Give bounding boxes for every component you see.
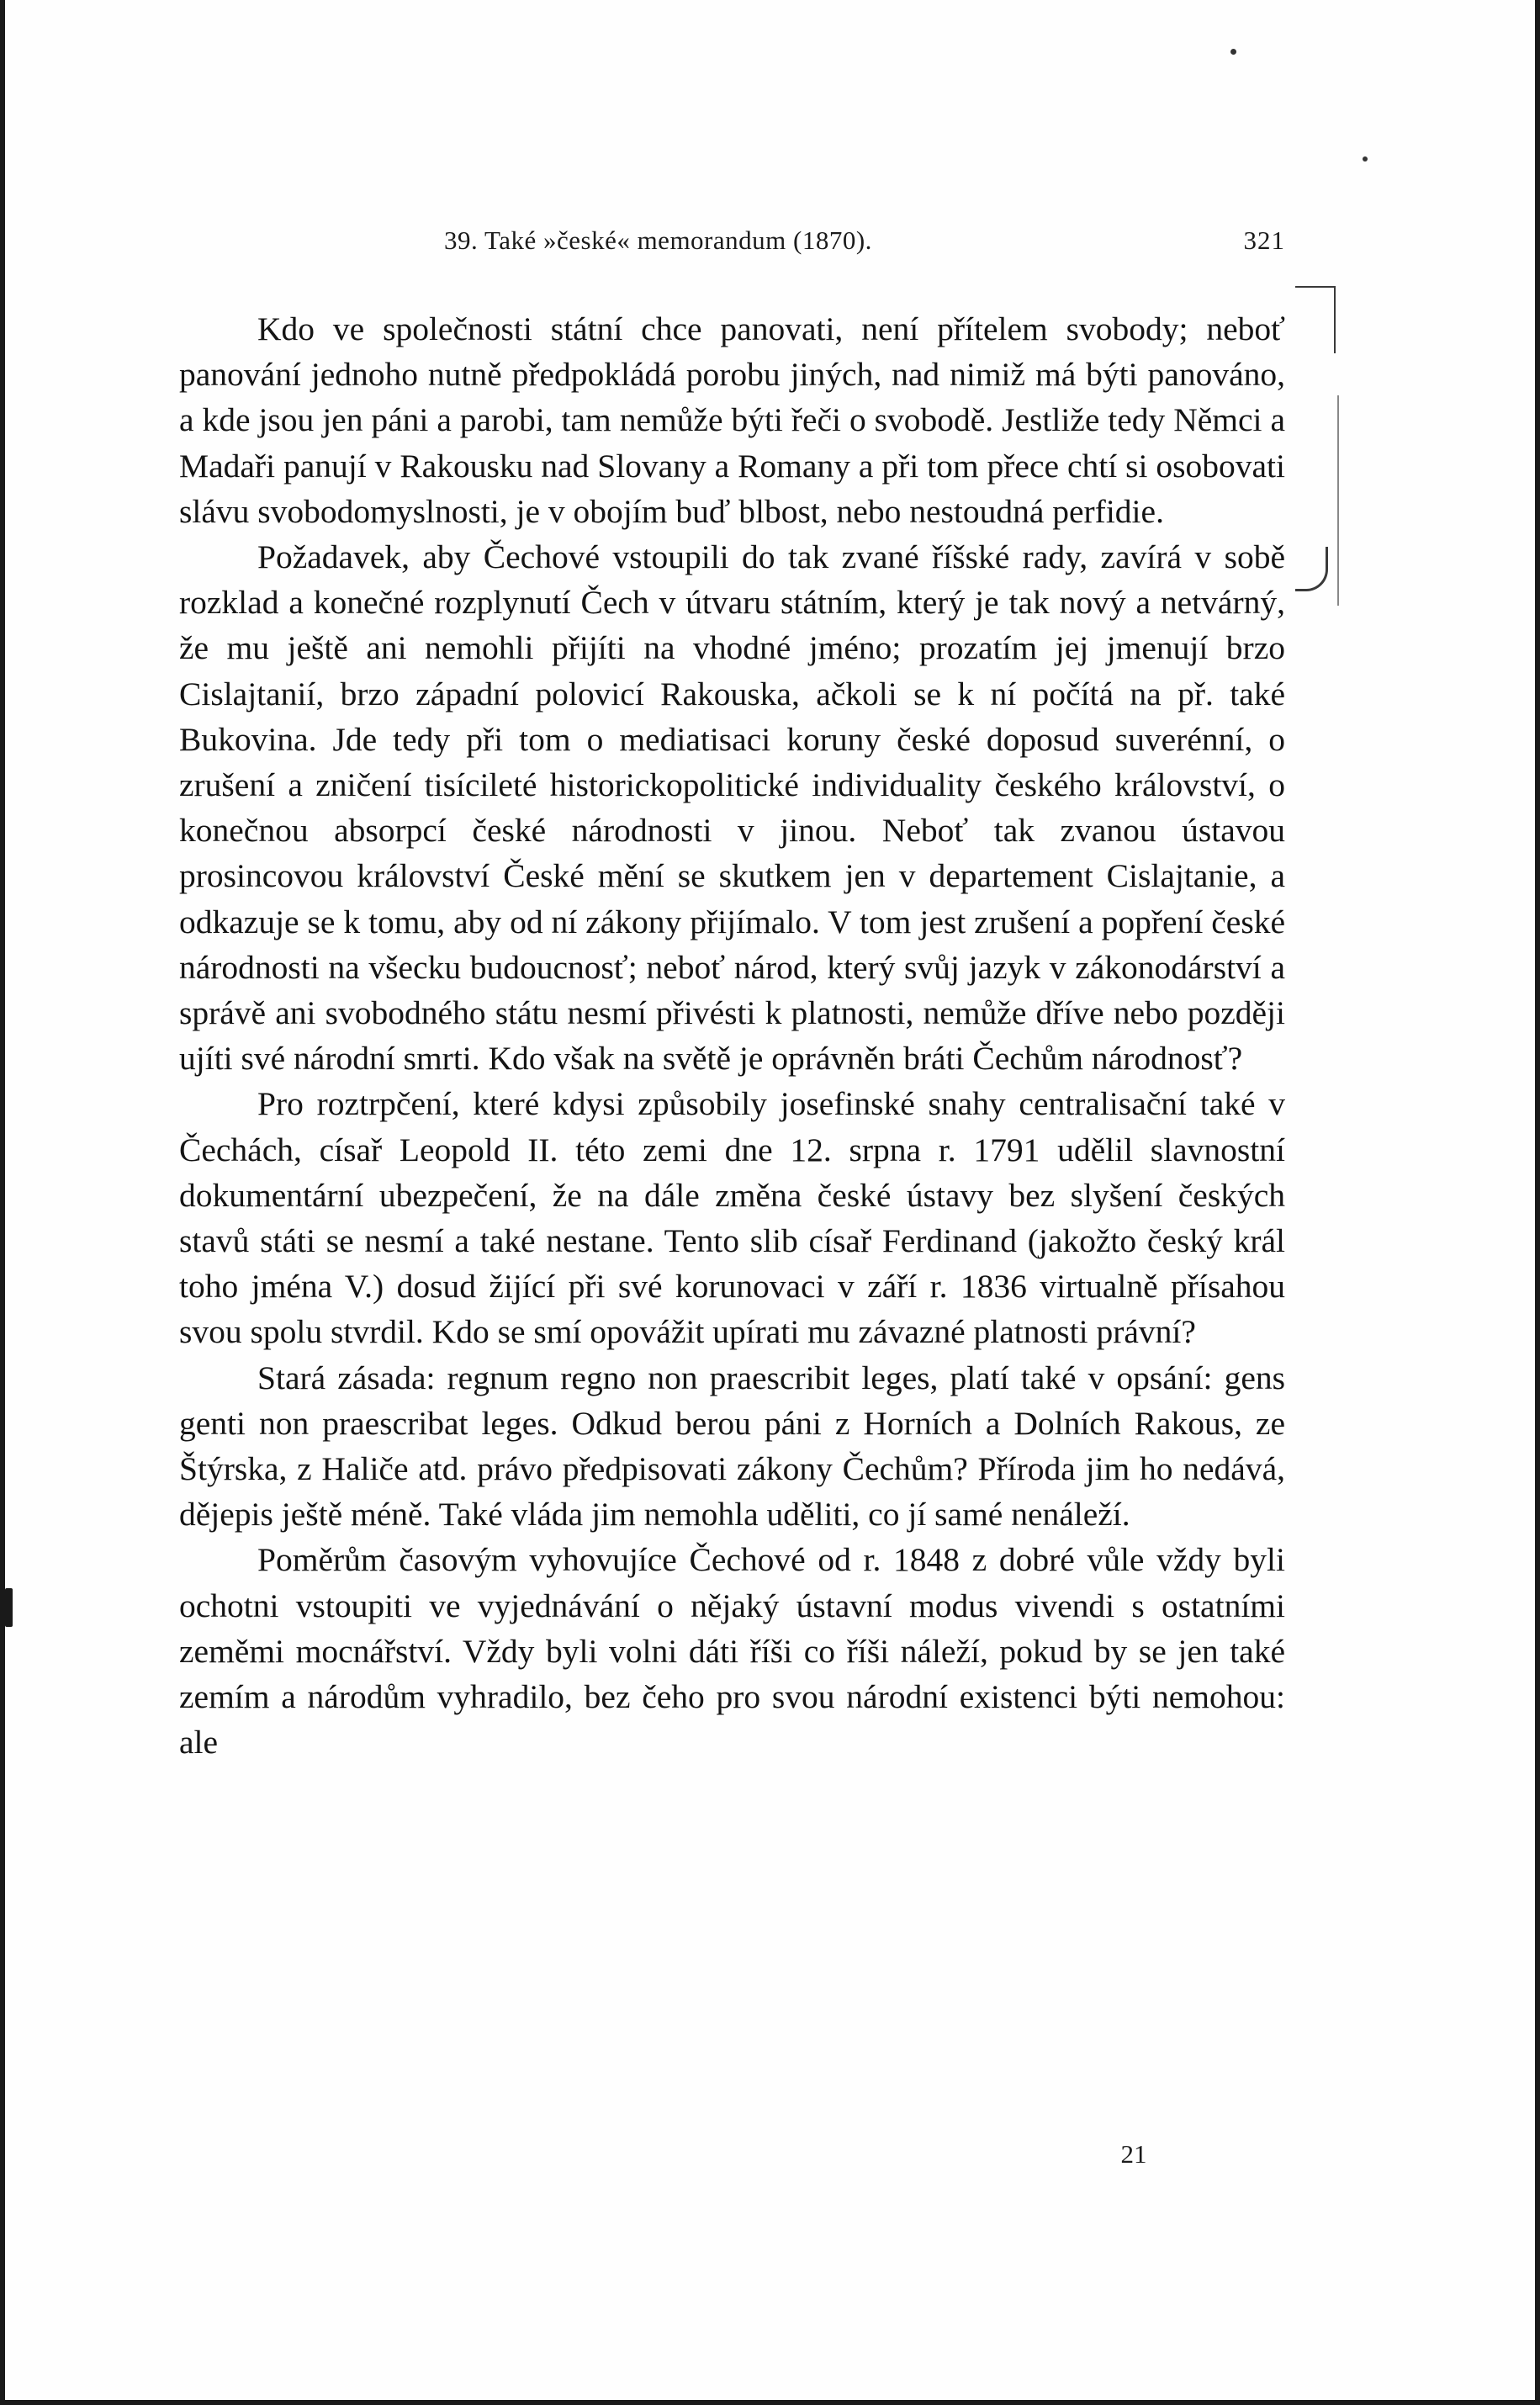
scan-edge-left [0,0,5,2405]
margin-bracket [1295,286,1334,288]
paragraph: Poměrům časovým vyhovujíce Čechové od r. 1848 z dobré vůle vždy byli ochotni vstoupiti ve vyjednávání o nějaký ústavní modus vivendi s ostatními zeměmi mocnářství. Vždy byli volni dáti říši co říši náleží, pokud by se jen také zemím a národům vyhradilo, bez čeho pro svou národní existenci býti nemohou: ale [179,1541,1285,1761]
scan-edge-right [1535,0,1540,2405]
paragraph: Požadavek, aby Čechové vstoupili do tak zvané říšské rady, zavírá v sobě rozklad a konečné rozplynutí Čech v útvaru státním, který je tak nový a netvárný, že mu ještě ani nemohli přijíti na vhodné jméno; prozatím jej jmenují brzo Cislajtanií, brzo západní polovicí Rakouska, ačkoli se k ní počítá na př. také Bukovina. Jde tedy při tom o mediatisaci koruny české doposud suverénní, o zrušení a zničení tisícileté historickopolitické individuality českého království, o konečnou absorpcí české národnosti v jinou. Neboť tak zvanou ústavou prosincovou království České mění se skutkem jen v departement Cislajtanie, a odkazuje se k tomu, aby od ní zákony přijímalo. V tom jest zrušení a popření české národnosti na všecku budoucnosť; neboť národ, který svůj jazyk v zákonodárství a správě ani svobodného státu nesmí přivésti k platnosti, nemůže dříve nebo později ujíti své národní smrti. Kdo však na světě je oprávněn bráti Čechům národnosť? [179,538,1285,1078]
scan-speck [1230,49,1236,55]
margin-bracket [1334,286,1336,353]
paragraph: Stará zásada: regnum regno non praescribit leges, platí také v opsání: gens genti non praescribat leges. Odkud berou páni z Horních a Dolních Rakous, ze Štýrska, z Haliče atd. právo předpisovati zákony Čechům? Příroda jim ho nedává, dějepis ještě méně. Také vláda jim nemohla uděliti, co jí samé nenáleží. [179,1359,1285,1534]
running-title: 39. Také »české« memorandum (1870). [444,225,872,255]
scan-speck [1363,156,1368,162]
binding-mark [5,1588,13,1627]
body-text [179,306,1285,1766]
paragraph: Pro roztrpčení, které kdysi způsobily josefinské snahy centralisační také v Čechách, císař Leopold II. této zemi dne 12. srpna r. 1791 udělil slavnostní dokumentární ubezpečení, že na dále změna české ústavy bez slyšení českých stavů státi se nesmí a také nestane. Tento slib císař Ferdinand (jakožto český král toho jména V.) dosud žijící při své korunovaci v září r. 1836 virtualně přísahou svou spolu stvrdil. Kdo se smí opovážit upírati mu závazné platnosti právní? [179,1085,1285,1351]
margin-bracket [1337,395,1339,606]
page-number: 321 [1243,225,1285,255]
page-header [444,225,1285,264]
signature-mark: 21 [1120,2139,1147,2169]
margin-bracket [1295,547,1328,591]
paragraph: Kdo ve společnosti státní chce panovati, není přítelem svobody; neboť panování jednoho nutně předpokládá porobu jiných, nad nimiž má býti panováno, a kde jsou jen páni a parobi, tam nemůže býti řeči o svobodě. Jestliže tedy Němci a Madaři panují v Rakousku nad Slovany a Romany a při tom přece chtí si osobovati slávu svobodomyslnosti, je v obojím buď blbost, nebo nestoudná perfidie. [179,310,1285,530]
scan-edge-bottom [0,2400,1540,2405]
